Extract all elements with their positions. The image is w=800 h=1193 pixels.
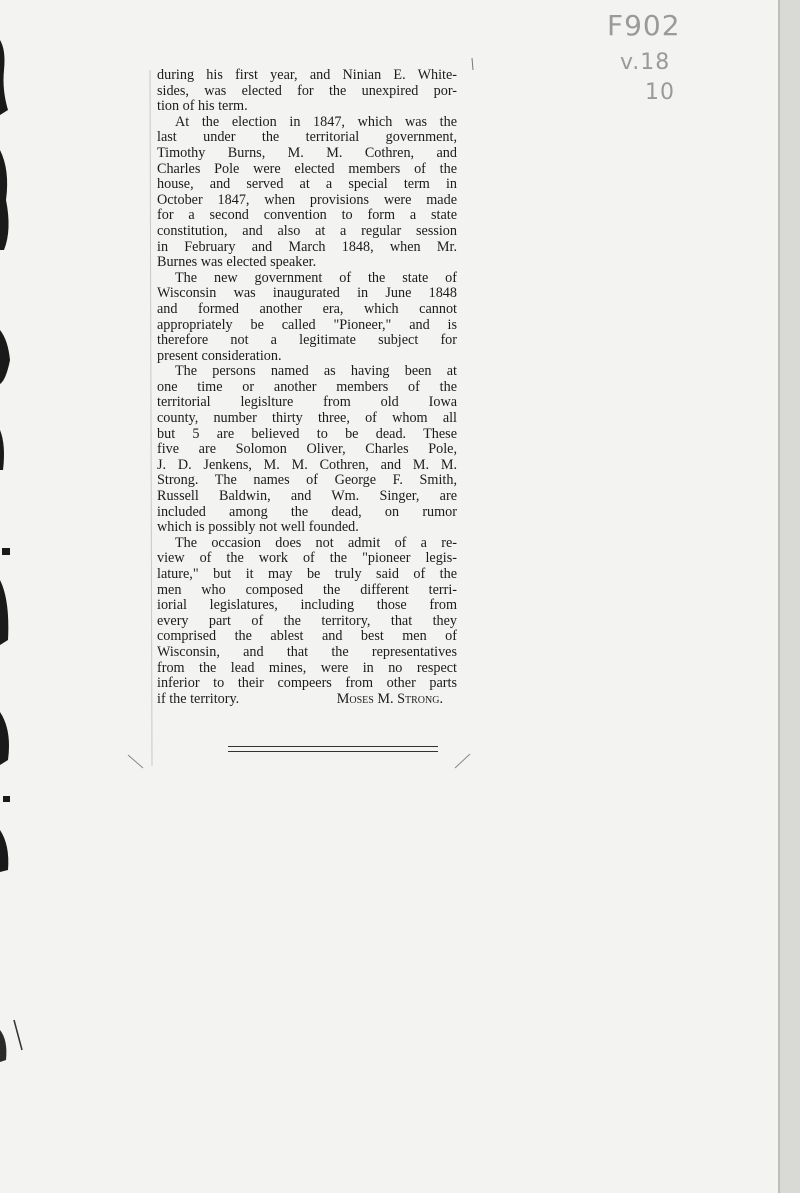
text-line: one time or another members of the [157, 378, 457, 395]
handwritten-call-number: F902 [607, 9, 681, 42]
text-line: present consideration. [157, 347, 282, 364]
text-line: At the election in 1847, which was the [175, 113, 457, 130]
text-line: which is possibly not well founded. [157, 519, 359, 536]
text-line: view of the work of the "pioneer legis- [157, 550, 457, 567]
text-line: comprised the ablest and best men of [157, 628, 457, 645]
text-line: The persons named as having been at [175, 363, 457, 380]
end-rule [228, 751, 438, 752]
text-line: therefore not a legitimate subject for [157, 332, 457, 349]
text-line: Wisconsin was inaugurated in June 1848 [157, 285, 457, 302]
end-rule [228, 746, 438, 747]
text-line: last under the territorial government, [157, 129, 457, 146]
text-line: The occasion does not admit of a re- [175, 534, 457, 551]
text-line: county, number thirty three, of whom all [157, 410, 457, 427]
text-line: Charles Pole were elected members of the [157, 160, 457, 177]
text-line: Timothy Burns, M. M. Cothren, and [157, 144, 457, 161]
text-line: Russell Baldwin, and Wm. Singer, are [157, 488, 457, 505]
author-signature: Moses M. Strong. [336, 690, 443, 707]
text-line: sides, was elected for the unexpired por- [157, 82, 457, 99]
text-line: included among the dead, on rumor [157, 503, 457, 520]
text-line: territorial legislture from old Iowa [157, 394, 457, 411]
text-line: during his first year, and Ninian E. White- [157, 67, 457, 83]
text-line: for a second convention to form a state [157, 207, 457, 224]
text-line: Strong. The names of George F. Smith, [157, 472, 457, 489]
text-line: J. D. Jenkens, M. M. Cothren, and M. M. [157, 456, 457, 473]
text-line: from the lead mines, were in no respect [157, 659, 457, 676]
text-line: and formed another era, which cannot [157, 300, 457, 317]
text-line: appropriately be called "Pioneer," and is [157, 316, 457, 333]
closing-text: if the territory. [157, 690, 240, 707]
text-line: October 1847, when provisions were made [157, 191, 457, 208]
text-line: tion of his term. [157, 98, 248, 115]
text-line: Wisconsin, and that the representatives [157, 643, 457, 660]
text-line: in February and March 1848, when Mr. [157, 238, 457, 255]
newspaper-clipping [157, 68, 457, 707]
text-line: Burnes was elected speaker. [157, 254, 317, 271]
text-line: The new government of the state of [175, 269, 457, 286]
text-line: every part of the territory, that they [157, 612, 457, 629]
text-line: lature," but it may be truly said of the [157, 566, 457, 582]
text-line: men who composed the different terri- [157, 581, 457, 598]
handwritten-page: 10 [645, 80, 675, 105]
text-line: constitution, and also at a regular session [157, 222, 457, 239]
text-line: iorial legislatures, including those from [157, 597, 457, 614]
text-line: inferior to their compeers from other parts [157, 675, 457, 692]
signature-line [157, 692, 457, 708]
text-line: but 5 are believed to be dead. These [157, 425, 457, 442]
handwritten-volume: v.18 [620, 50, 671, 75]
text-line: house, and served at a special term in [157, 176, 457, 193]
text-line: five are Solomon Oliver, Charles Pole, [157, 441, 457, 458]
